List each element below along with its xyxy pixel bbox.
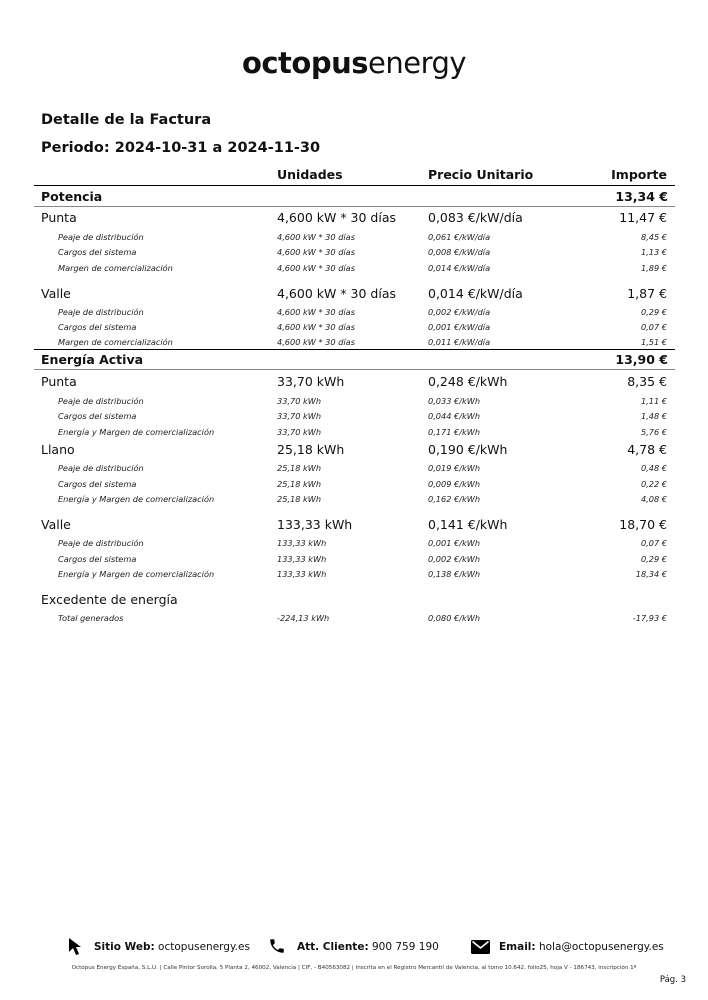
page-number: Pág. 3 bbox=[659, 975, 686, 985]
billing-period: Periodo: 2024-10-31 a 2024-11-30 bbox=[41, 140, 321, 156]
divider bbox=[34, 369, 675, 370]
section-total: 13,34 € bbox=[615, 189, 668, 204]
divider bbox=[34, 185, 675, 186]
section-label: Energía Activa bbox=[41, 352, 144, 367]
phone-number[interactable]: 900 759 190 bbox=[372, 941, 439, 953]
website-link[interactable]: octopusenergy.es bbox=[158, 941, 250, 953]
column-header-amount: Importe bbox=[611, 167, 667, 182]
footer-email: Email: hola@octopusenergy.es bbox=[499, 941, 664, 953]
column-header-price: Precio Unitario bbox=[428, 167, 534, 182]
divider bbox=[34, 206, 675, 207]
footer-website: Sitio Web: octopusenergy.es bbox=[94, 941, 250, 953]
page-title: Detalle de la Factura bbox=[41, 112, 212, 128]
email-link[interactable]: hola@octopusenergy.es bbox=[538, 941, 664, 953]
column-header-units: Unidades bbox=[277, 167, 343, 182]
section-label: Potencia bbox=[41, 189, 103, 204]
legal-notice: Octopus Energy España, S.L.U. | Calle Pintor Sorolla, 5 Planta 2, 46002, Valencia | CIF, - B40563082 | Inscrita en el Registro Mercantil de Valencia, al tomo 10.642, folio25, hoja V - 186743, inscripción 1ª bbox=[71, 965, 637, 971]
cursor-icon bbox=[68, 937, 84, 956]
section-total: 13,90 € bbox=[615, 352, 668, 367]
phone-icon bbox=[268, 937, 286, 955]
octopus-energy-logo: octopusenergy bbox=[241, 46, 467, 80]
divider bbox=[34, 349, 675, 350]
footer-phone: Att. Cliente: 900 759 190 bbox=[297, 941, 439, 953]
email-icon bbox=[471, 940, 490, 954]
